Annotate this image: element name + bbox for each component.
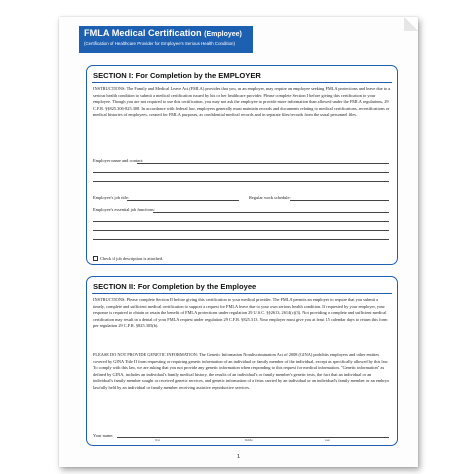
page-number: 1 [236, 454, 241, 460]
name-middle-label: Middle [245, 439, 253, 442]
form-title-main: FMLA Medical Certification [84, 28, 202, 38]
job-functions-field[interactable] [153, 212, 389, 213]
job-title-field[interactable] [127, 200, 239, 201]
employee-instructions: INSTRUCTIONS: Please complete Section II before giving this certification to your medical provider. The FMLA permits an employer to require that you submit a timely, complete and sufficient medical certification to support a request for FMLA leave due to your own serious health condition. If requested by your employer, your response is required to obtain or retain the benefit of FMLA protections under regulation 29 U.S.C. §§2613, 2614(c)(3). Not providing a complete and sufficient medical certification may result in a denial of your FMLA request under regulation 29 C.F.R. §825.313. Your employer must give you at least 15 calendar days to return this form per regulation 29 C.F.R. §825.305(b). [93, 297, 388, 328]
employer-instructions: INSTRUCTIONS: The Family and Medical Leave Act (FMLA) provides that you, as an employer, may require an employee seeking FMLA protections and leave due to a serious health condition to submit a medical certification issued by his or her healthcare provider. Please complete Section I before giving this certification to your employee. Though you are not required to use this certification, you may not ask the employee to provide more information than allowed under the FMLA regulations, 29 C.F.R. §§825.306-825.308. In accordance with federal law, employers generally must maintain records and documents relating to medical certifications, recertifications or medical histories of employees, created for FMLA purposes, as confidential medical records and in separate files/records from the usual personnel files. [93, 86, 391, 117]
work-schedule-field[interactable] [290, 200, 389, 201]
name-last-label: Last [325, 439, 330, 442]
section-employer [86, 65, 398, 265]
employer-name-field-line-2[interactable] [93, 172, 389, 173]
page-corner-fold [404, 17, 418, 31]
employer-name-field-line-3[interactable] [93, 181, 389, 182]
section-employee [86, 276, 398, 446]
job-functions-field-line-4[interactable] [93, 239, 389, 240]
form-title-banner [79, 26, 253, 53]
form-title-suffix: (Employee) [204, 31, 242, 38]
section-employer-heading: SECTION I: For Completion by the EMPLOYER [93, 71, 261, 80]
genetic-information-notice: PLEASE DO NOT PROVIDE GENETIC INFORMATION: The Genetic Information Nondiscrimination Act of 2008 (GINA) prohibits employers and other entities covered by GINA Title II from requesting or requiring genetic information of an individual or family member of the individual, except as specifically allowed by this law. To comply with this law, we are asking that you not provide any genetic information when responding to this request for medical information. "Genetic information" as defined by GINA, includes an individual's family medical history, the results of an individual's or family member's genetic tests, the fact that an individual or an individual's family member sought or received genetic services, and genetic information of a fetus carried by an individual or an individual's family member or an embryo lawfully held by an individual or family member receiving assistive reproductive services. [93, 352, 390, 390]
employer-name-label: Employer name and contact: [93, 158, 144, 163]
form-title [84, 28, 248, 40]
employer-name-field[interactable] [137, 163, 389, 164]
work-schedule-label: Regular work schedule: [249, 195, 291, 200]
your-name-label: Your name: [93, 433, 114, 438]
your-name-field[interactable] [117, 437, 389, 438]
job-functions-label: Employee's essential job functions: [93, 207, 155, 212]
job-description-checkbox-label: Check if job description is attached. [100, 256, 164, 261]
job-functions-field-line-3[interactable] [93, 230, 389, 231]
certification-form-page [59, 17, 418, 467]
job-title-label: Employee's job title: [93, 195, 130, 200]
section-employee-heading: SECTION II: For Completion by the Employee [93, 282, 257, 291]
job-description-checkbox[interactable] [93, 256, 98, 261]
section-divider [92, 82, 392, 83]
section-divider [92, 293, 392, 294]
job-functions-field-line-2[interactable] [93, 221, 389, 222]
form-subtitle: (Certification of Healthcare Provider for Employee's Serious Health Condition) [84, 41, 235, 46]
name-first-label: First [155, 439, 161, 442]
